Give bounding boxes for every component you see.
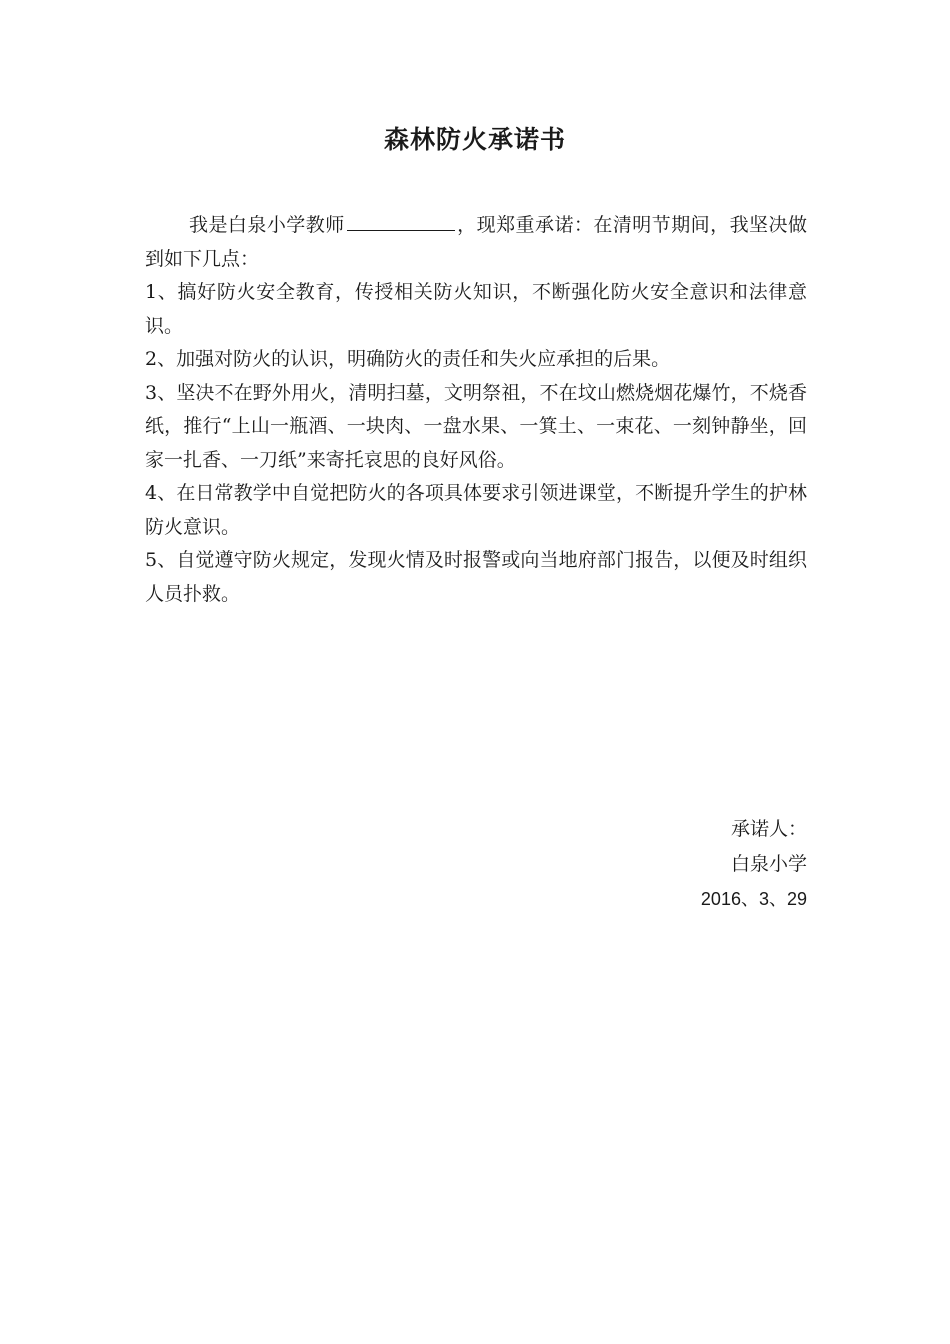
teacher-name-blank [347,208,455,231]
intro-paragraph [145,208,807,276]
commitment-item-1: 1、搞好防火安全教育，传授相关防火知识，不断强化防火安全意识和法律意识。 [145,281,807,337]
commitment-item-5: 5、自觉遵守防火规定，发现火情及时报警或向当地府部门报告，以便及时组织人员扑救。 [145,549,807,605]
signature-label: 承诺人： [730,818,807,840]
intro-text-after-blank: ，现郑重承诺：在清明节期间，我坚决做到如下几点： [145,214,807,270]
signature-block [701,812,807,917]
document-title: 森林防火承诺书 [383,125,566,154]
commitment-item-4: 4、在日常教学中自觉把防火的各项具体要求引领进课堂，不断提升学生的护林防火意识。 [145,482,807,538]
document-body [145,208,807,611]
signature-date: 2016、3、29 [700,889,807,909]
signature-organization: 白泉小学 [730,853,807,875]
commitment-item-2: 2、加强对防火的认识，明确防火的责任和失火应承担的后果。 [145,348,671,370]
commitment-item-3: 3、坚决不在野外用火，清明扫墓，文明祭祖，不在坟山燃烧烟花爆竹，不烧香纸，推行“上山一瓶酒、一块肉、一盘水果、一箕土、一束花、一刻钟静坐，回家一扎香、一刀纸”来寄托哀思的良好风俗。 [145,381,807,471]
intro-text-before-blank: 我是白泉小学教师 [189,214,345,236]
